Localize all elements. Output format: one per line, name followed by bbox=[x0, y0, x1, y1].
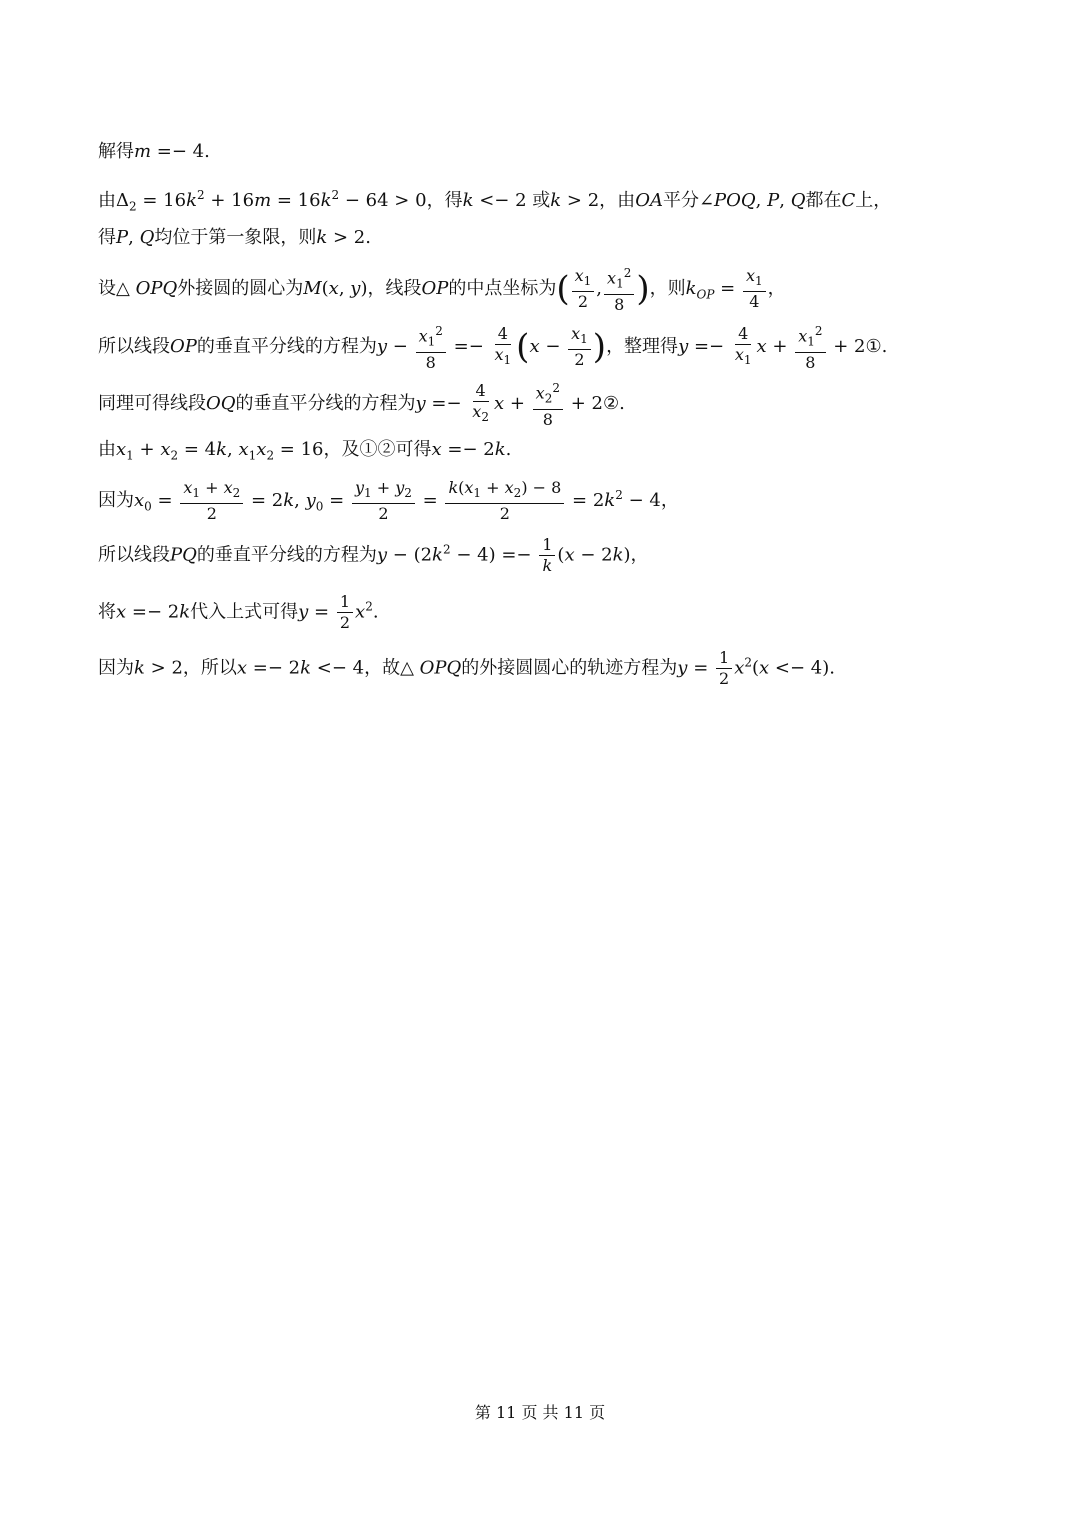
footer-prefix: 第 bbox=[474, 1403, 491, 1422]
solution-line-10: 将x =− 2k代入上式可得y = $\frac{1}{2}$ $x^2$. bbox=[98, 592, 379, 632]
footer-suffix: 页 bbox=[589, 1403, 606, 1422]
footer-middle: 页 共 bbox=[521, 1403, 559, 1422]
solution-line-1: 解得m =− 4. bbox=[98, 141, 210, 162]
footer-page-number: 11 bbox=[496, 1403, 517, 1422]
solution-line-7: 由$x_1 + x_2 = 4k$, $x_1x_2 = 16$，及①②可得x =− 2k. bbox=[98, 439, 512, 463]
solution-line-5: 所以线段OP的垂直平分线的方程为y − $\frac{x_1^2}{8}$ =− $\frac{4}{x_1}$ (x − $\frac{x_1}{2}$ )，整理得y =− $\frac{4}{x_1}$ x + $\frac{x_1^2}{8}$ + 2①. bbox=[98, 321, 887, 373]
solution-line-2: 由$\Delta_2 = 16k^2 + 16m = 16k^2 - 64 > 0$，得k <− 2 或k > 2，由OA平分∠POQ, P, Q都在C上， bbox=[98, 188, 892, 214]
solution-line-11: 因为k > 2，所以x =− 2k <− 4，故△ OPQ的外接圆圆心的轨迹方程为y = $\frac{1}{2}$ $x^2(x <- 4)$. bbox=[98, 648, 835, 688]
solution-line-8: 因为$x_0$ = $\frac{x_1 + x_2}{2}$ = 2k, $y_0$ = $\frac{y_1 + y_2}{2}$ = $\frac{k(x_1 + x_2) - 8}{2}$ = $2k^2 - 4$， bbox=[98, 478, 679, 524]
solution-line-3: 得P, Q均位于第一象限，则k > 2. bbox=[98, 227, 371, 248]
page-footer bbox=[0, 1400, 1080, 1423]
solution-line-6: 同理可得线段OQ的垂直平分线的方程为y =− $\frac{4}{x_2}$ x + $\frac{x_2^2}{8}$ + 2②. bbox=[98, 378, 625, 430]
solution-line-4: 设△ OPQ外接圆的圆心为M(x, y)，线段OP的中点坐标为( $\frac{x_1}{2}$ , $\frac{x_1^2}{8}$ )，则$k_{OP}$ = $\frac{x_1}{4}$ ， bbox=[98, 263, 786, 315]
footer-total-pages: 11 bbox=[563, 1403, 584, 1422]
solution-line-9: 所以线段PQ的垂直平分线的方程为$y - (2k^2 - 4)$ =− $\frac{1}{k}$ (x − 2k)， bbox=[98, 535, 649, 575]
